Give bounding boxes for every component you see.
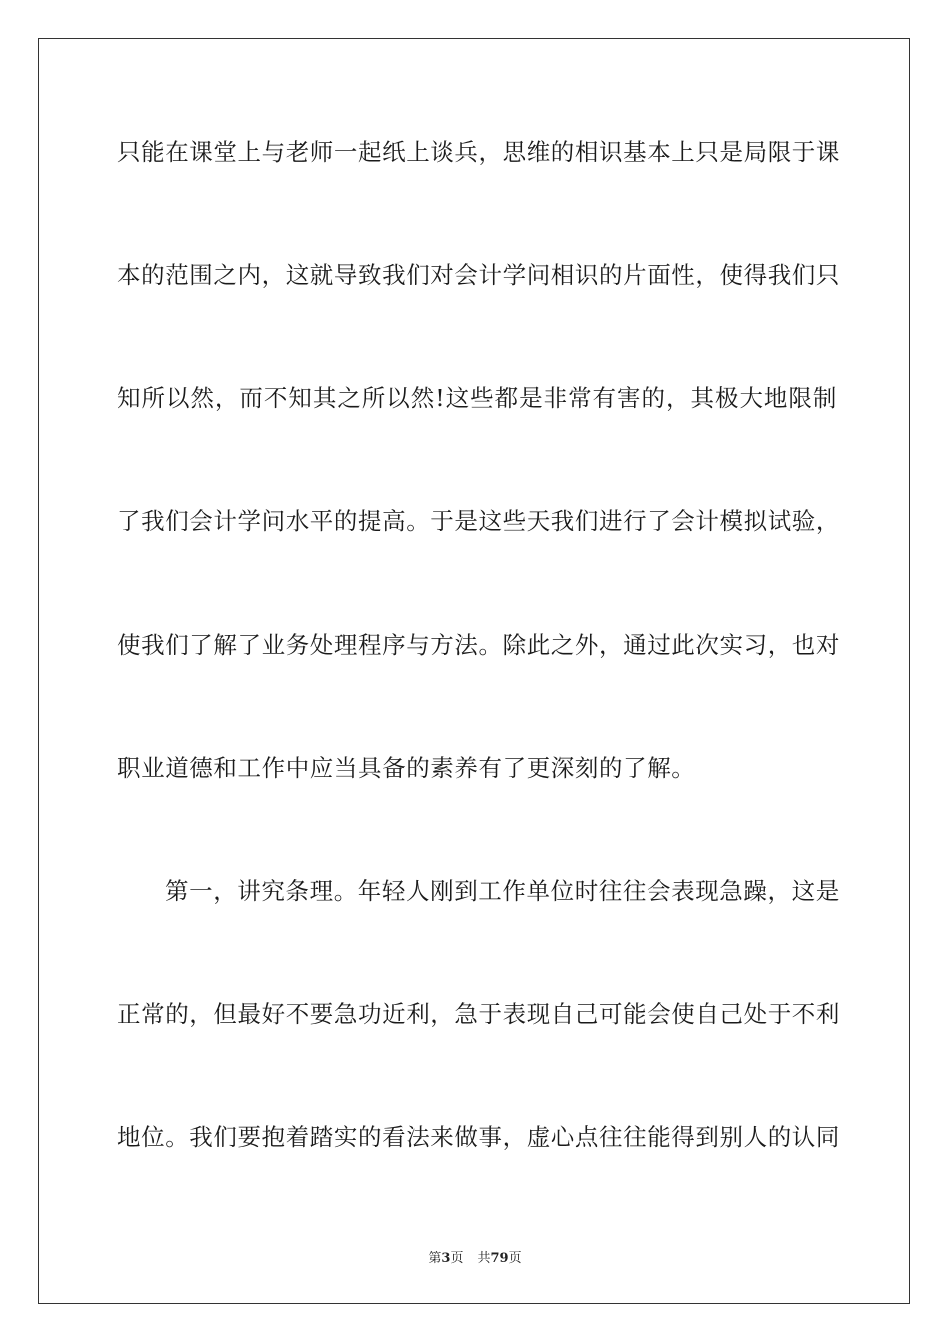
paragraph-last-line: 职业道德和工作中应当具备的素养有了更深刻的了解。 bbox=[117, 754, 696, 782]
text-line: 本的范围之内，这就导致我们对会计学问相识的片面性，使得我们只 bbox=[117, 261, 840, 289]
text-line: 了我们会计学问水平的提高。于是这些天我们进行了会计模拟试验， bbox=[117, 507, 840, 535]
text-line: 使我们了解了业务处理程序与方法。除此之外，通过此次实习，也对 bbox=[117, 631, 840, 659]
total-pages: 79 bbox=[490, 1251, 509, 1266]
text-line: 地位。我们要抱着踏实的看法来做事，虚心点往往能得到别人的认同 bbox=[117, 1123, 840, 1151]
paragraph-first-line: 第一，讲究条理。年轻人刚到工作单位时往往会表现急躁，这是 bbox=[165, 877, 840, 905]
total-label-suffix: 页 bbox=[508, 1251, 522, 1266]
total-label-prefix: 共 bbox=[477, 1251, 491, 1266]
page-label-prefix: 第 bbox=[428, 1251, 442, 1266]
text-line: 只能在课堂上与老师一起纸上谈兵，思维的相识基本上只是局限于课 bbox=[117, 138, 840, 166]
page-label-suffix: 页 bbox=[450, 1251, 464, 1266]
page-border bbox=[38, 38, 910, 1304]
text-line: 正常的，但最好不要急功近利，急于表现自己可能会使自己处于不利 bbox=[117, 1000, 840, 1028]
page-number: 3 bbox=[441, 1251, 451, 1266]
page-footer bbox=[0, 1247, 950, 1266]
text-line: 知所以然，而不知其之所以然!这些都是非常有害的，其极大地限制 bbox=[117, 384, 837, 412]
